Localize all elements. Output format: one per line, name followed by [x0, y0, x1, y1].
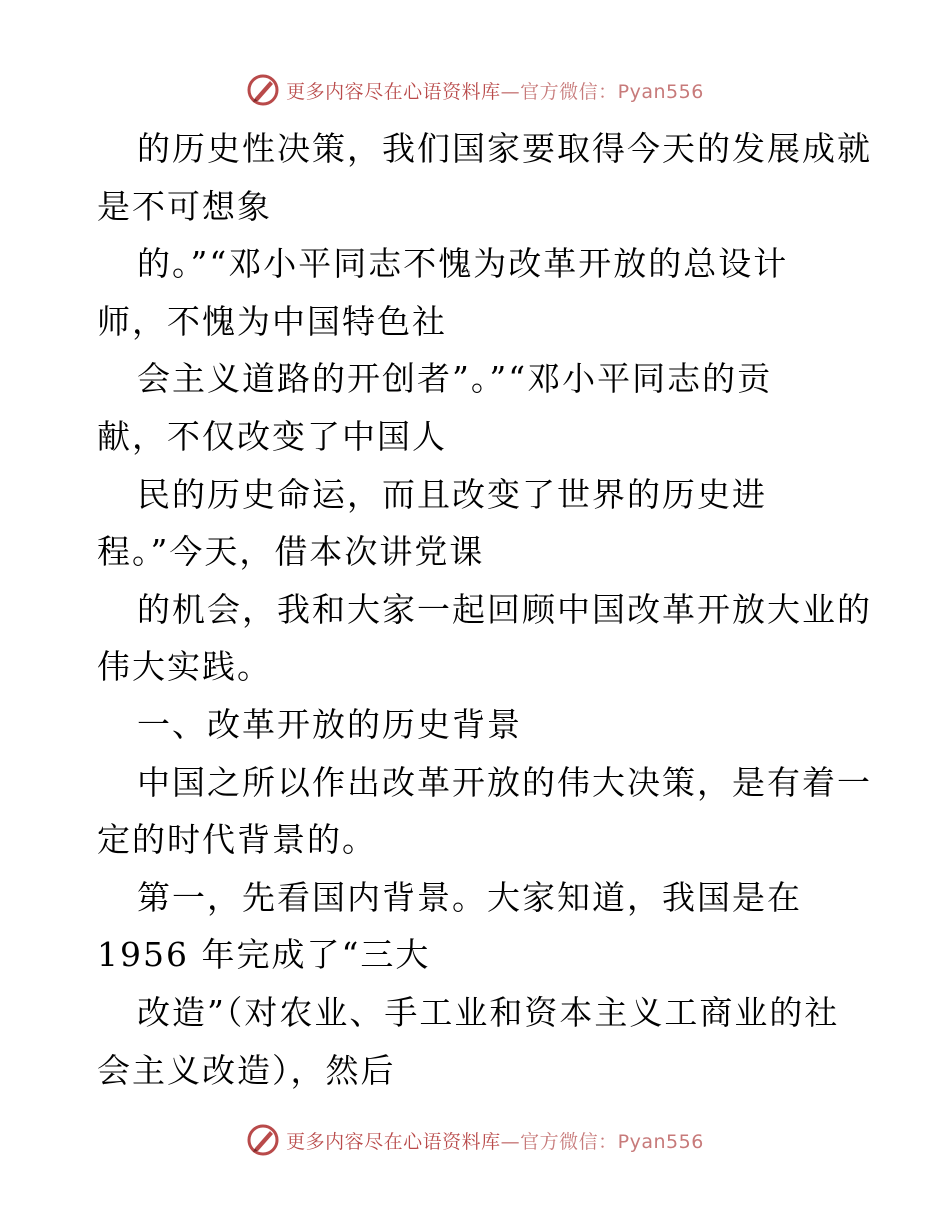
footer-banner-content — [246, 1123, 704, 1157]
text-line: 改造”（对农业、手工业和资本主义工商业的社 — [137, 992, 840, 1032]
header-banner-text — [286, 77, 704, 104]
text-line: 的。”“邓小平同志不愧为改革开放的总设计 — [137, 244, 789, 284]
text-line: 的历史性决策，我们国家要取得今天的发展成就 — [137, 129, 872, 168]
text-line: 程。”今天，借本次讲党课 — [97, 532, 485, 572]
pen-logo-icon — [246, 73, 280, 107]
text-line: 师，不愧为中国特色社 — [97, 301, 447, 341]
header-banner-wechat: —官方微信：Pyan556 — [500, 80, 704, 103]
text-line: 的机会，我和大家一起回顾中国改革开放大业的 — [137, 589, 872, 629]
text-line: 一、改革开放的历史背景 — [137, 704, 522, 744]
text-line: 1956 年完成了“三大 — [97, 935, 431, 975]
header-banner-content — [246, 73, 704, 107]
text-line: 第一，先看国内背景。大家知道，我国是在 — [137, 877, 802, 917]
text-line: 中国之所以作出改革开放的伟大决策，是有着一 — [137, 762, 872, 802]
text-line: 会主义道路的开创者”。”“邓小平同志的贡 — [137, 359, 773, 399]
text-line: 献，不仅改变了中国人 — [97, 416, 447, 456]
header-banner-site: 更多内容尽在心语资料库 — [286, 80, 501, 103]
footer-banner — [0, 1120, 950, 1160]
header-banner — [0, 70, 950, 110]
text-line: 定的时代背景的。 — [97, 820, 377, 860]
text-line: 会主义改造），然后 — [97, 1050, 396, 1090]
text-line: 民的历史命运，而且改变了世界的历史进 — [137, 474, 767, 514]
footer-banner-site: 更多内容尽在心语资料库 — [286, 1130, 501, 1153]
footer-banner-text — [286, 1127, 704, 1154]
footer-banner-wechat: —官方微信：Pyan556 — [500, 1130, 704, 1153]
document-body — [97, 120, 872, 1099]
text-line: 是不可想象 — [97, 186, 272, 226]
text-line: 伟大实践。 — [97, 647, 272, 687]
pen-logo-icon — [246, 1123, 280, 1157]
